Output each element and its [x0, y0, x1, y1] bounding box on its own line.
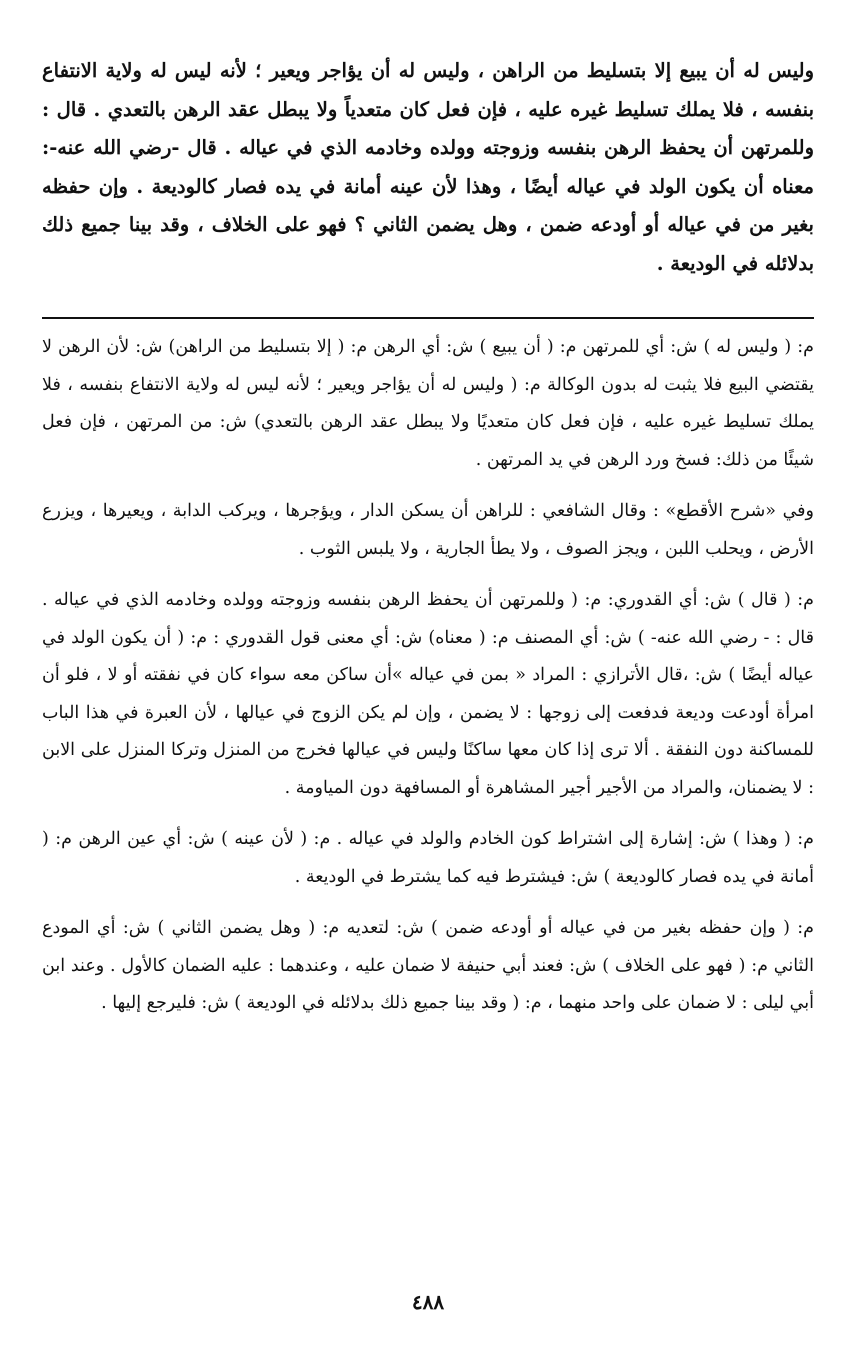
- commentary-paragraph-5: م: ( وإن حفظه بغير من في عياله أو أودعه ضمن ) ش: لتعديه م: ( وهل يضمن الثاني ) ش: أي المودع الثاني م: ( فهو على الخلاف ) ش: فعند أبي حنيفة لا ضمان عليه ، وعندهما : عليه الضمان كالأول . وعند ابن أبي ليلى : لا ضمان على واحد منهما ، م: ( وقد بينا جميع ذلك بدلائله في الوديعة ) ش: فليرجع إليها .: [42, 918, 814, 1013]
- separator-rule: [42, 317, 814, 319]
- commentary-block: [42, 329, 814, 1023]
- commentary-paragraph-4: م: ( وهذا ) ش: إشارة إلى اشتراط كون الخادم والولد في عياله . م: ( لأن عينه ) ش: أي عين الرهن م: ( أمانة في يده فصار كالوديعة ) ش: فيشترط فيه كما يشترط في الوديعة .: [42, 829, 814, 887]
- commentary-paragraph-3: م: ( قال ) ش: أي القدوري: م: ( وللمرتهن أن يحفظ الرهن بنفسه وزوجته وولده وخادمه الذي في عياله . قال : - رضي الله عنه- ) ش: أي المصنف م: ( معناه) ش: أي معنى قول القدوري : م: ( أن يكون الولد في عياله أيضًا ) ش: ،قال الأترازي : المراد « بمن في عياله »أن ساكن معه سواء كان في نفقته أو لا ، فلو أن امرأة أودعت وديعة فدفعت إلى زوجها : لا يضمن ، وإن لم يكن الزوج في عيالها ، لأن العبرة في هذا الباب للمساكنة دون النفقة . ألا ترى إذا كان معها ساكنًا وليس في عيالها فخرج من المنزل وتركا المنزل على الابن : لا يضمنان، والمراد من الأجير أجير المشاهرة أو المسافهة دون المياومة .: [42, 590, 814, 798]
- page-number: ٤٨٨: [411, 1290, 445, 1314]
- commentary-paragraph-1: م: ( وليس له ) ش: أي للمرتهن م: ( أن يبيع ) ش: أي الرهن م: ( إلا بتسليط من الراهن) ش: لأن الرهن لا يقتضي البيع فلا يثبت له بدون الوكالة م: ( وليس له أن يؤاجر ويعير ؛ لأنه ليس له ولاية الانتفاع بنفسه ، فلا يملك تسليط غيره عليه ، فإن فعل كان متعديًا ولا يبطل عقد الرهن بالتعدي) ش: من المرتهن ، فإن فعل شيئًا من ذلك: فسخ ورد الرهن في يد المرتهن .: [42, 337, 814, 470]
- main-text-block: [42, 52, 814, 283]
- commentary-paragraph-2: وفي «شرح الأقطع» : وقال الشافعي : للراهن أن يسكن الدار ، ويؤجرها ، ويركب الدابة ، ويعيرها ، ويزرع الأرض ، ويحلب اللبن ، ويجز الصوف ، ولا يطأ الجارية ، ولا يلبس الثوب .: [42, 501, 814, 559]
- main-paragraph: وليس له أن يبيع إلا بتسليط من الراهن ، وليس له أن يؤاجر ويعير ؛ لأنه ليس له ولاية الانتفاع بنفسه ، فلا يملك تسليط غيره عليه ، فإن فعل كان متعدياً ولا يبطل عقد الرهن بالتعدي . قال : وللمرتهن أن يحفظ الرهن بنفسه وزوجته وولده وخادمه الذي في عياله . قال -رضي الله عنه-: معناه أن يكون الولد في عياله أيضًا ، وهذا لأن عينه أمانة في يده فصار كالوديعة . وإن حفظه بغير من في عياله أو أودعه ضمن ، وهل يضمن الثاني ؟ فهو على الخلاف ، وقد بينا جميع ذلك بدلائله في الوديعة .: [42, 59, 814, 275]
